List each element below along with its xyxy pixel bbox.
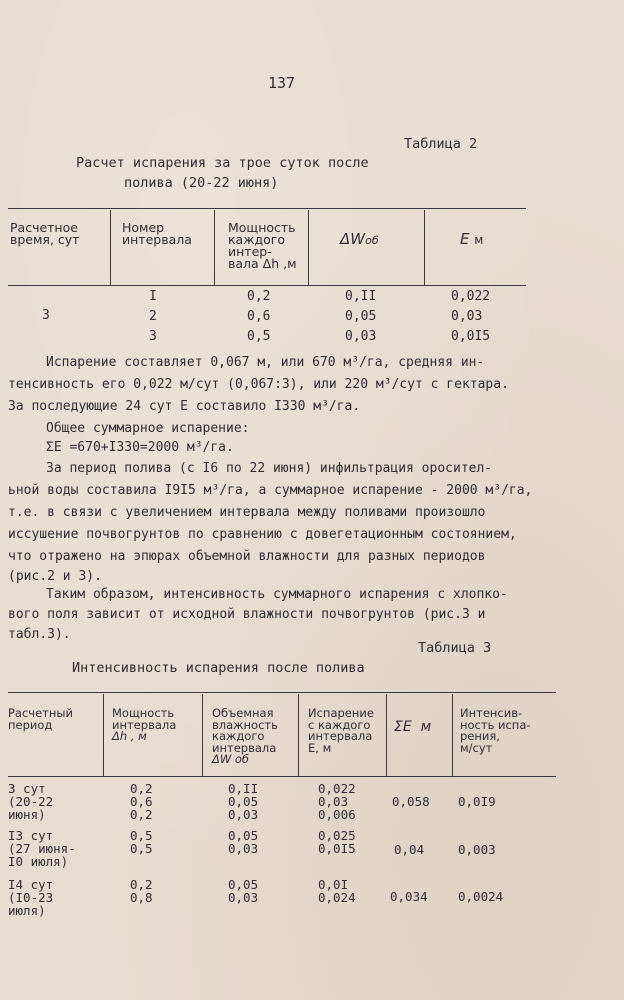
table3-sum-e: 0,058: [392, 794, 430, 809]
table2-header-interval: Номер интервала: [122, 220, 192, 247]
page-number: 137: [268, 74, 296, 92]
paragraph-line: тенсивность его 0,022 м/сут (0,067:3), или 220 м³/сут с гектара.: [8, 377, 509, 392]
table3-header-thickness: Мощность интервала Δh , м: [112, 706, 177, 743]
table2-header-e: E м: [460, 230, 484, 248]
table2-cell: 0,5: [247, 329, 271, 344]
table3-header-period: Расчетный период: [8, 706, 73, 732]
table3-header-sum-e: ΣE м: [394, 719, 432, 735]
table2-cell: 0,03: [345, 329, 377, 344]
table3-moisture: 0,05 0,03: [228, 877, 259, 905]
table3-col-divider: [298, 694, 299, 777]
table2-cell: 0,2: [247, 289, 271, 304]
table3-evaporation: 0,022 0,03 0,006: [318, 781, 356, 822]
paragraph-line: т.е. в связи с увеличением интервала между поливами произошло: [8, 505, 486, 520]
table3-title: Интенсивность испарения после полива: [72, 660, 365, 676]
paragraph-line: Общее суммарное испарение:: [46, 421, 250, 436]
table2-col-divider: [424, 210, 425, 286]
table3-intensity: 0,003: [458, 842, 496, 857]
table3-sum-e: 0,04: [394, 842, 425, 857]
table3-intensity: 0,0024: [458, 889, 504, 904]
paragraph-line: что отражено на эпюрах объемной влажности для разных периодов: [8, 549, 486, 564]
table3-header-evaporation: Испарение с каждого интервала E, м: [308, 706, 374, 755]
table2-title-line2: полива (20-22 июня): [124, 175, 279, 191]
paragraph-line: За период полива (с I6 по 22 июня) инфильтрация оросител-: [46, 461, 493, 476]
table3-sum-e: 0,034: [390, 889, 428, 904]
table3-moisture: 0,II 0,05 0,03: [228, 781, 259, 822]
table2-col-divider: [214, 210, 215, 286]
table2-cell: 2: [149, 309, 157, 324]
table3-header-moisture: Объемная влажность каждого интервала ΔW об: [212, 706, 278, 766]
table2-top-rule: [8, 208, 526, 209]
table3-period: 3 сут (20-22 июня): [8, 781, 54, 822]
table3-col-divider: [103, 694, 104, 777]
table2-header-time: Расчетное время, сут: [10, 220, 80, 247]
table3-col-divider: [202, 694, 203, 777]
table2-cell: I: [149, 289, 157, 304]
table2-cell: 0,6: [247, 309, 271, 324]
table3-header-intensity: Интенсив- ность испа- рения, м/сут: [460, 706, 531, 755]
table3-thickness: 0,2 0,6 0,2: [130, 781, 153, 822]
paragraph-line: (рис.2 и 3).: [8, 569, 102, 584]
table2-cell: 3: [149, 329, 157, 344]
table2-col-divider: [308, 210, 309, 286]
table3-label: Таблица 3: [418, 640, 492, 656]
table3-evaporation: 0,025 0,0I5: [318, 828, 356, 856]
table3-evaporation: 0,0I 0,024: [318, 877, 356, 905]
table2-label: Таблица 2: [404, 136, 478, 152]
table3-header-rule: [8, 776, 556, 777]
paragraph-line: За последующие 24 сут E составило I330 м³/га.: [8, 399, 361, 414]
table2-cell: 0,022: [451, 289, 491, 304]
table3-period: I3 сут (27 июня- I0 июля): [8, 828, 76, 869]
paragraph-line: вого поля зависит от исходной влажности почвогрунтов (рис.3 и: [8, 607, 486, 622]
formula: ΣE =670+I330=2000 м³/га.: [46, 440, 234, 455]
table2-header-rule: [8, 285, 526, 286]
paragraph-line: Испарение составляет 0,067 м, или 670 м³/га, средняя ин-: [46, 355, 485, 370]
table3-thickness: 0,2 0,8: [130, 877, 153, 905]
table3-col-divider: [452, 694, 453, 777]
table2-col-divider: [110, 210, 111, 286]
table2-time-value: 3: [42, 308, 50, 323]
table3-moisture: 0,05 0,03: [228, 828, 259, 856]
paragraph-line: табл.3).: [8, 627, 71, 642]
table2-header-dw: ΔWоб: [340, 230, 379, 248]
paragraph-line: Таким образом, интенсивность суммарного испарения с хлопко-: [46, 587, 508, 602]
table3-intensity: 0,0I9: [458, 794, 496, 809]
paragraph-line: иссушение почвогрунтов по сравнению с довегетационным состоянием,: [8, 527, 517, 542]
table2-title-line1: Расчет испарения за трое суток после: [76, 155, 369, 171]
table2-cell: 0,03: [451, 309, 483, 324]
table2-cell: 0,05: [345, 309, 377, 324]
table2-header-thickness: Мощность каждого интер- вала Δh ,м: [228, 220, 297, 271]
table2-cell: 0,0I5: [451, 329, 491, 344]
table3-col-divider: [386, 694, 387, 777]
paragraph-line: ьной воды составила I9I5 м³/га, а суммарное испарение - 2000 м³/га,: [8, 483, 533, 498]
table2-cell: 0,II: [345, 289, 377, 304]
table3-thickness: 0,5 0,5: [130, 828, 153, 856]
table3-top-rule: [8, 692, 556, 693]
table3-period: I4 сут (I0-23 июля): [8, 877, 54, 918]
